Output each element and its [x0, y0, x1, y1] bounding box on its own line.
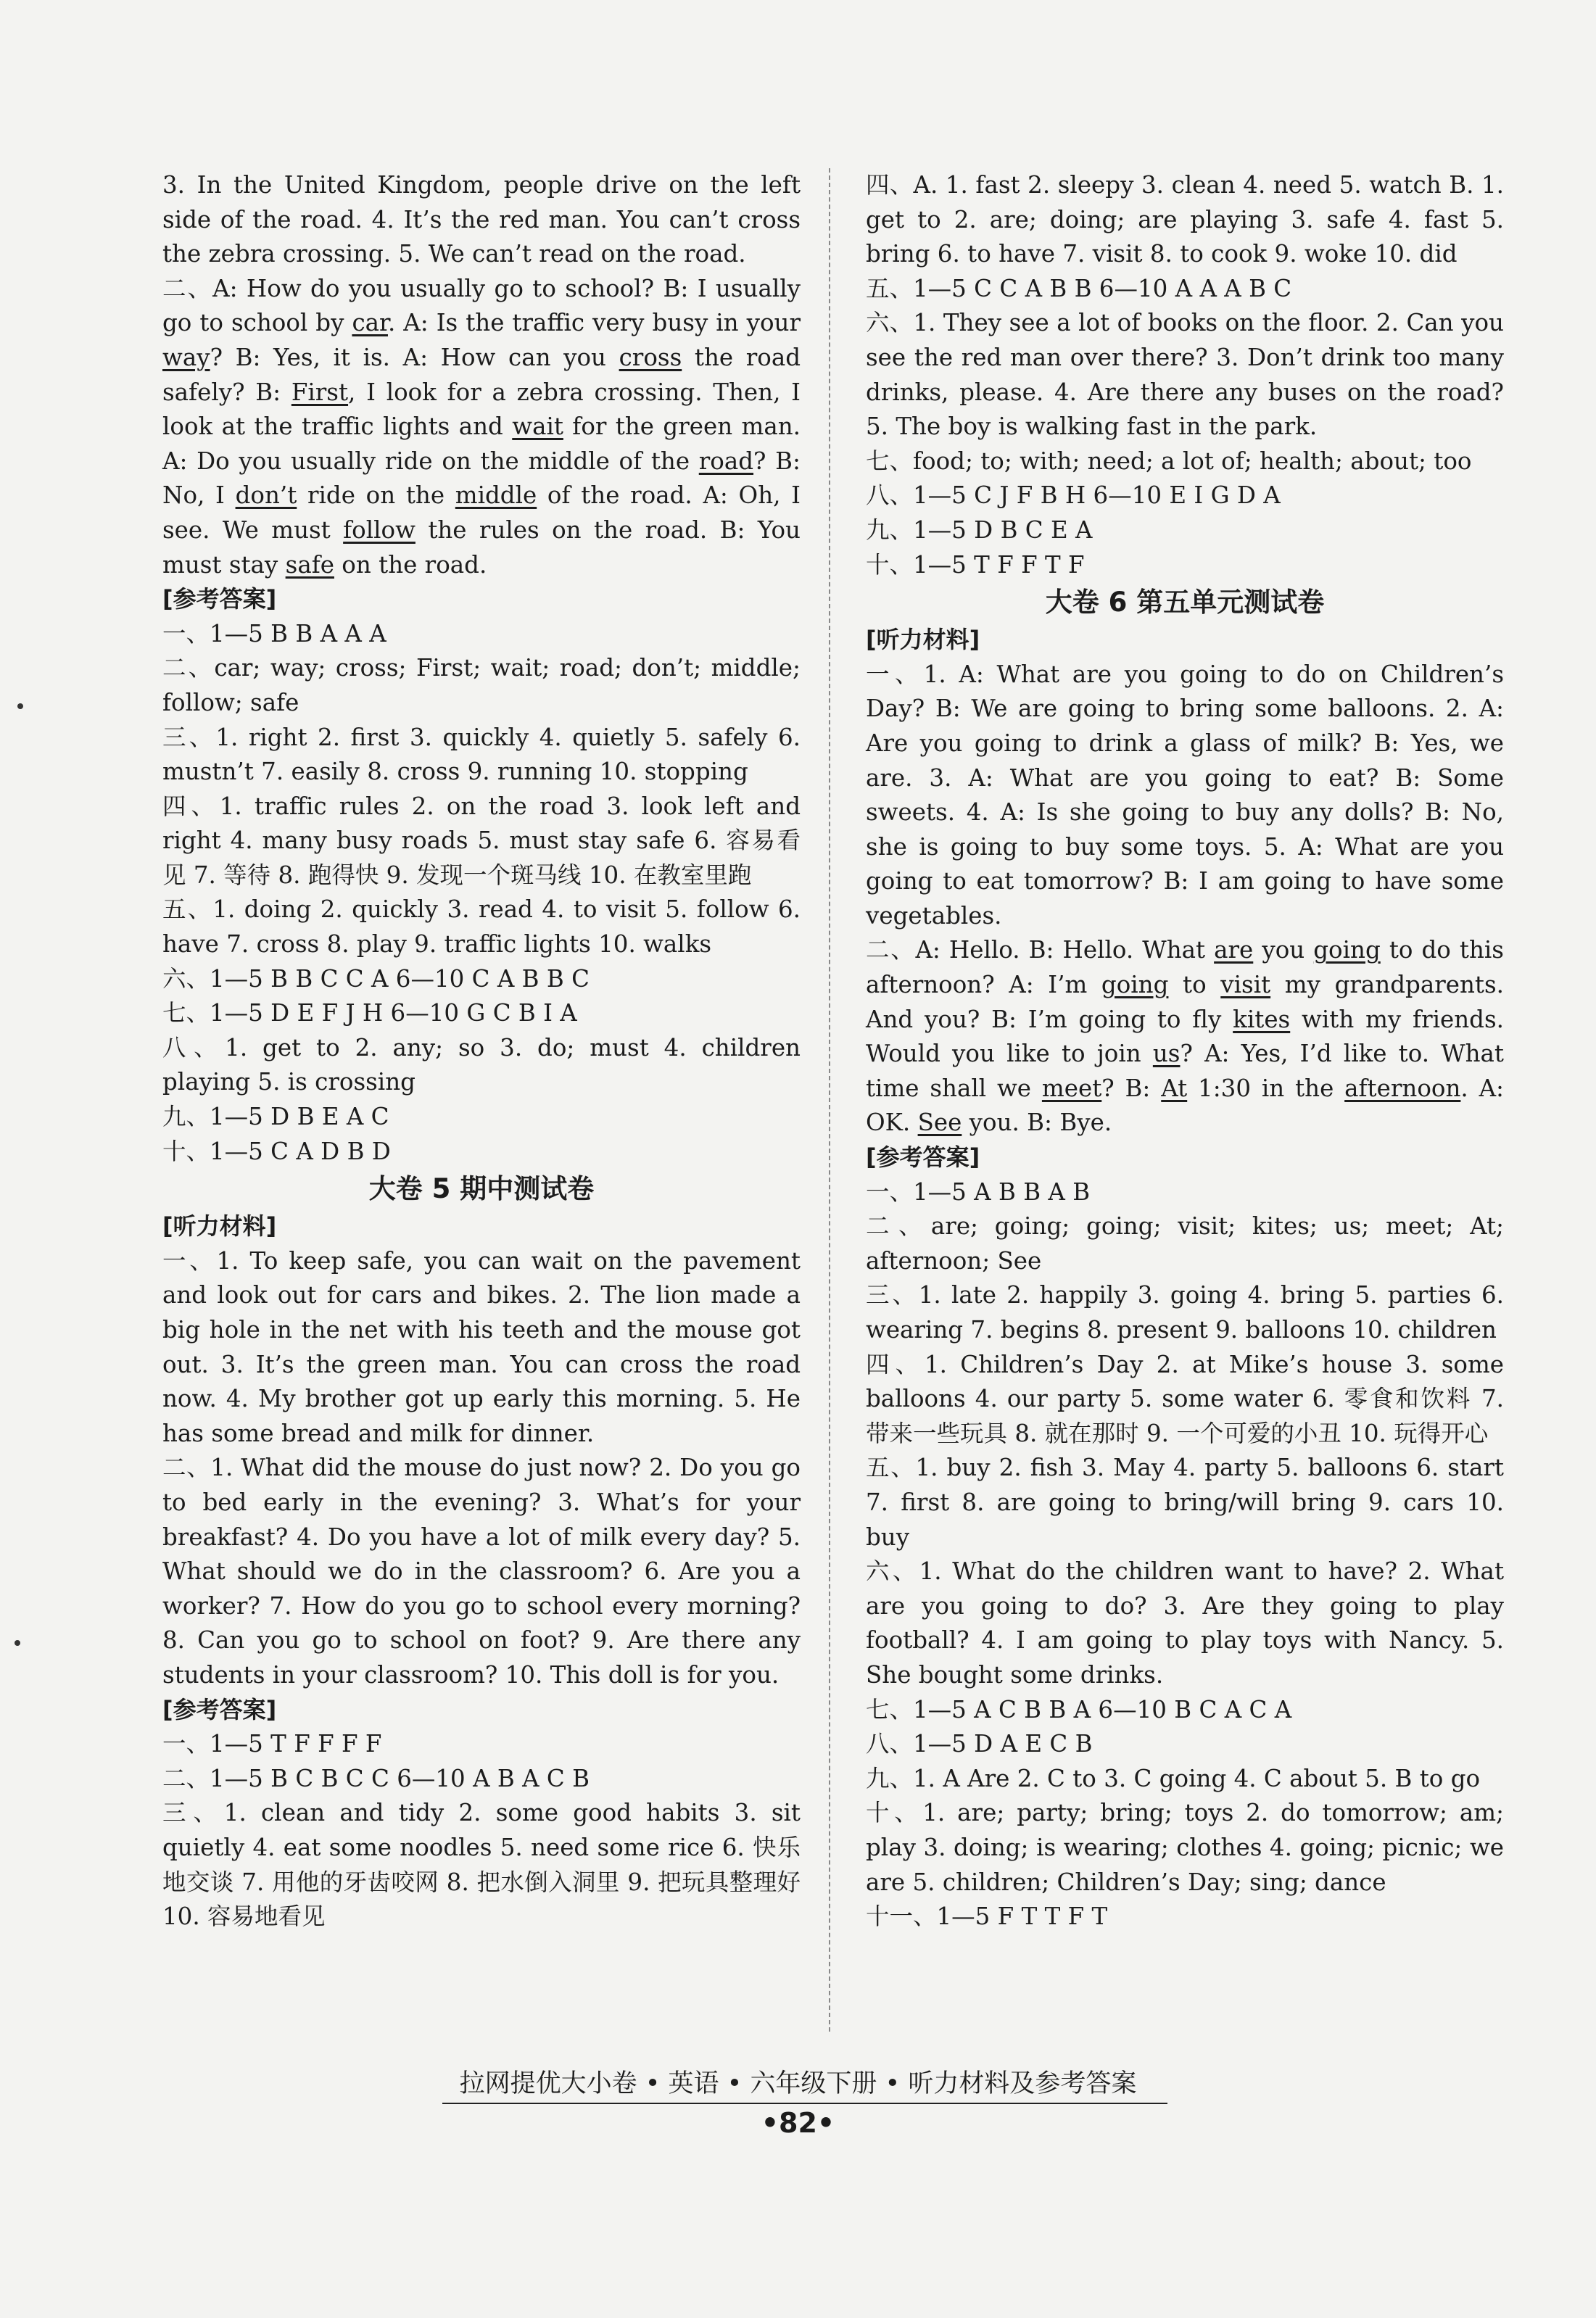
listening-tag: [听力材料] — [866, 626, 980, 654]
listening-text-para: 3. In the United Kingdom, people drive on the left side of the road. 4. It’s the red man. You can’t cross the zebra crossing. 5. We can’t read on the road. — [162, 171, 801, 268]
answer-line: 六、1—5 B B C C A 6—10 C A B B C — [162, 964, 590, 993]
page-number: •82• — [761, 2107, 835, 2139]
answer-tag: [参考答案] — [162, 1695, 277, 1723]
answer-tag: [参考答案] — [162, 585, 277, 613]
answer-line: 十、1. are; party; bring; toys 2. do tomorrow; am; play 3. doing; is wearing; clothes 4. going; picnic; we are 5. children; Children’s Day; sing; dance — [866, 1799, 1504, 1896]
answer-line: 八、1—5 D A E C B — [866, 1730, 1093, 1758]
answer-line: 十、1—5 C A D B D — [162, 1137, 391, 1165]
answer-line: 四、A. 1. fast 2. sleepy 3. clean 4. need 5. watch B. 1. get to 2. are; doing; are playing 3. safe 4. fast 5. bring 6. to have 7. visit 8. to cook 9. woke 10. did — [866, 171, 1504, 268]
answer-line: 一、1—5 A B B A B — [866, 1177, 1091, 1206]
page-footer — [0, 2068, 1596, 2100]
answer-line: 五、1—5 C C A B B 6—10 A A A B C — [866, 274, 1292, 302]
listening-dialogue: 二、A: How do you usually go to school? B: I usually go to school by car. A: Is the traffic very busy in your way? B: Yes, it is. A: How can you cross the road safely? B: First, I look for a zebra crossing. Then, I look at the traffic lights and wait for the green man. A: Do you usually ride on the middle of the road? B: No, I don’t ride on the middle of the road. A: Oh, I see. We must follow the rules on the road. B: You must stay safe on the road. — [162, 274, 801, 579]
left-column — [162, 168, 801, 1934]
answer-line: 四、1. traffic rules 2. on the road 3. look left and right 4. many busy roads 5. must stay safe 6. 容易看见 7. 等待 8. 跑得快 9. 发现一个斑马线 10. 在教室里跑 — [162, 792, 801, 889]
answer-line: 三、1. late 2. happily 3. going 4. bring 5. parties 6. wearing 7. begins 8. present 9. balloons 10. children — [866, 1281, 1504, 1344]
section-title: 大卷 6 第五单元测试卷 — [1045, 587, 1325, 618]
answer-line: 七、1—5 A C B B A 6—10 B C A C A — [866, 1695, 1292, 1723]
answer-line: 十、1—5 T F F T F — [866, 550, 1085, 579]
column-divider — [829, 168, 830, 2032]
answer-line: 三、1. clean and tidy 2. some good habits 3. sit quietly 4. eat some noodles 5. need some rice 6. 快乐地交谈 7. 用他的牙齿咬网 8. 把水倒入洞里 9. 把玩具整理好 10. 容易地看见 — [162, 1799, 801, 1931]
footer-rule — [442, 2103, 1167, 2104]
answer-line: 五、1. doing 2. quickly 3. read 4. to visit 5. follow 6. have 7. cross 8. play 9. traffic lights 10. walks — [162, 895, 801, 959]
right-column — [866, 168, 1504, 1934]
scan-speck — [15, 1640, 20, 1646]
scan-speck — [17, 703, 23, 709]
answer-line: 四、1. Children’s Day 2. at Mike’s house 3. some balloons 4. our party 5. some water 6. 零食和饮料 7. 带来一些玩具 8. 就在那时 9. 一个可爱的小丑 10. 玩得开心 — [866, 1350, 1504, 1447]
answer-line: 八、1—5 C J F B H 6—10 E I G D A — [866, 481, 1281, 510]
answer-line: 三、1. right 2. first 3. quickly 4. quietly 5. safely 6. mustn’t 7. easily 8. cross 9. running 10. stopping — [162, 723, 801, 786]
answer-line: 七、food; to; with; need; a lot of; health; about; too — [866, 447, 1472, 475]
section-title: 大卷 5 期中测试卷 — [368, 1173, 595, 1205]
answer-line: 六、1. They see a lot of books on the floor. 2. Can you see the red man over there? 3. Don’t drink too many drinks, please. 4. Are there any buses on the road? 5. The boy is walking fast in the park. — [866, 309, 1504, 441]
answer-line: 七、1—5 D E F J H 6—10 G C B I A — [162, 999, 577, 1027]
listening-text-para: 一、1. A: What are you going to do on Children’s Day? B: We are going to bring some balloons. 2. A: Are you going to drink a glass of milk? B: Yes, we are. 3. A: What are you going to eat? B: Some sweets. 4. A: Is she going to buy any dolls? B: No, she is going to buy some toys. 5. A: What are you going to eat tomorrow? B: I am going to have some vegetables. — [866, 660, 1504, 930]
answer-line: 一、1—5 T F F F F — [162, 1730, 382, 1758]
answer-tag: [参考答案] — [866, 1143, 980, 1172]
answer-line: 一、1—5 B B A A A — [162, 619, 386, 647]
answer-line: 二、are; going; going; visit; kites; us; meet; At; afternoon; See — [866, 1212, 1504, 1275]
listening-text-para: 二、1. What did the mouse do just now? 2. Do you go to bed early in the evening? 3. What’s for your breakfast? 4. Do you have a lot of milk every day? 5. What should we do in the classroom? 6. Are you a worker? 7. How do you go to school every morning? 8. Can you go to school on foot? 9. Are there any students in your classroom? 10. This doll is for you. — [162, 1454, 801, 1689]
listening-tag: [听力材料] — [162, 1212, 277, 1241]
listening-text-para: 一、1. To keep safe, you can wait on the pavement and look out for cars and bikes. 2. The lion made a big hole in the net with his teeth and the mouse got out. 3. It’s the green man. You can cross the road now. 4. My brother got up early this morning. 5. He has some bread and milk for dinner. — [162, 1246, 801, 1447]
answer-line: 九、1. A Are 2. C to 3. C going 4. C about 5. B to go — [866, 1764, 1481, 1792]
answer-line: 九、1—5 D B E A C — [162, 1103, 389, 1131]
answer-line: 五、1. buy 2. fish 3. May 4. party 5. balloons 6. start 7. first 8. are going to bring/will bring 9. cars 10. buy — [866, 1454, 1504, 1551]
answer-line: 十一、1—5 F T T F T — [866, 1903, 1108, 1931]
answer-line: 八、1. get to 2. any; so 3. do; must 4. children playing 5. is crossing — [162, 1033, 801, 1096]
footer-title: 拉网提优大小卷 • 英语 • 六年级下册 • 听力材料及参考答案 — [459, 2069, 1137, 2098]
listening-dialogue: 二、A: Hello. B: Hello. What are you going to do this afternoon? A: I’m going to visit my grandparents. And you? B: I’m going to fly kites with my friends. Would you like to join us? A: Yes, I’d like to. What time shall we meet? B: At 1:30 in the afternoon. A: OK. See you. B: Bye. — [866, 936, 1504, 1137]
answer-line: 二、car; way; cross; First; wait; road; don’t; middle; follow; safe — [162, 654, 801, 716]
answer-line: 九、1—5 D B C E A — [866, 516, 1093, 544]
answer-line: 六、1. What do the children want to have? 2. What are you going to do? 3. Are they going to play football? 4. I am going to play toys with Nancy. 5. She bought some drinks. — [866, 1557, 1504, 1689]
answer-line: 二、1—5 B C B C C 6—10 A B A C B — [162, 1764, 590, 1792]
